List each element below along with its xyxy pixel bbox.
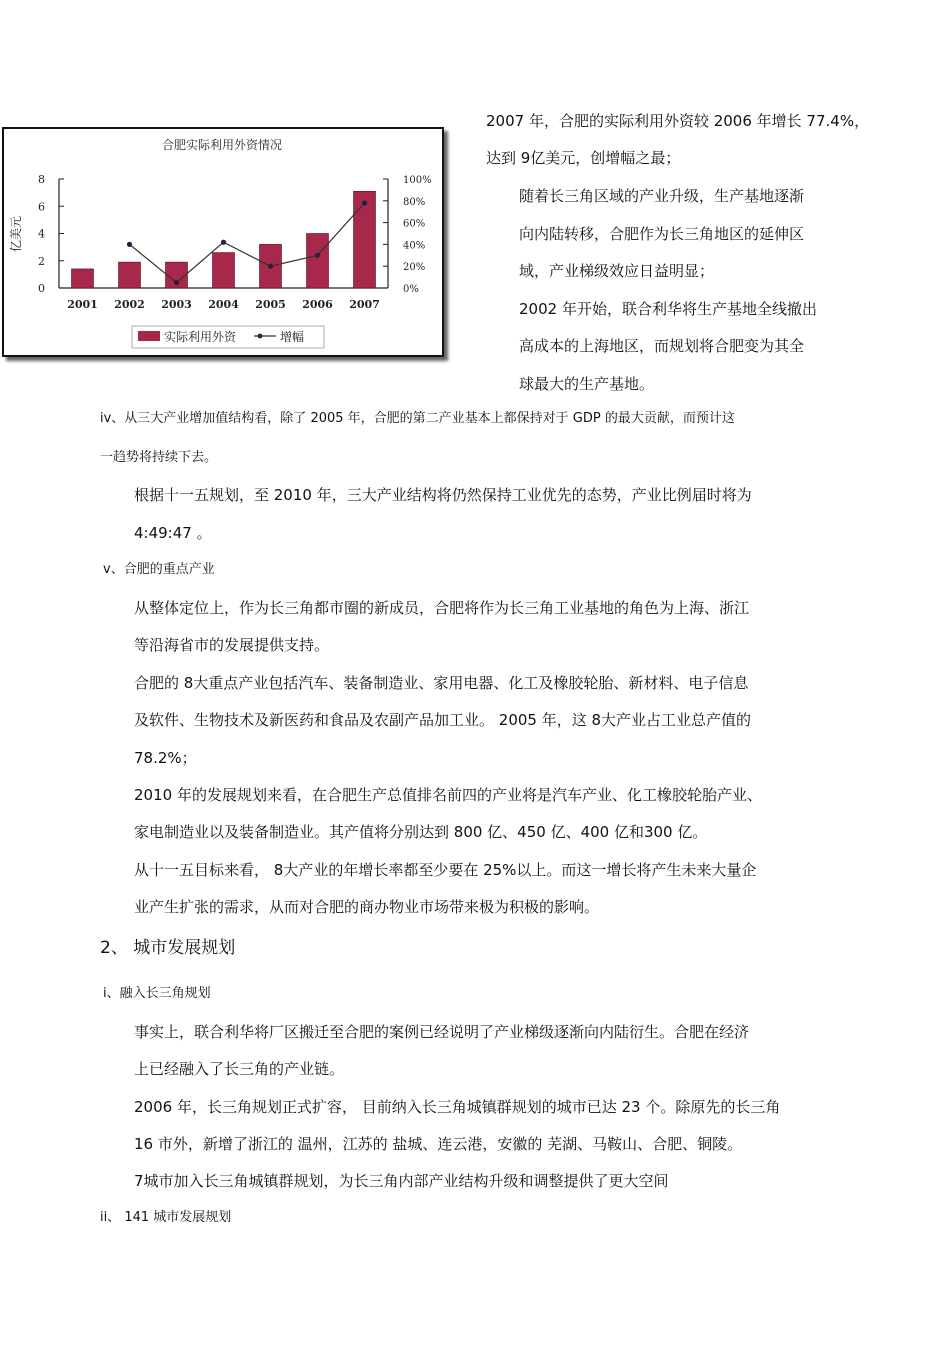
x-tick-label: 2002 [114, 298, 145, 311]
para-1-line-2: 4:49:47 。 [134, 524, 212, 542]
para-6-line-2: 上已经融入了长三角的产业链。 [134, 1060, 345, 1078]
legend-label-line: 增幅 [280, 330, 305, 344]
y-tick-label: 8 [38, 173, 45, 186]
right-line-1: 2007 年，合肥的实际利用外资较 2006 年增长 77.4%， [486, 112, 870, 130]
right-line-3: 随着长三角区域的产业升级，生产基地逐渐 [519, 187, 805, 205]
section-iv-line-1: iv、从三大产业增加值结构看，除了 2005 年，合肥的第二产业基本上都保持对于 GDP 的最大贡献，而预计这 [100, 411, 735, 426]
y2-tick-label: 80% [403, 196, 426, 208]
para-7-line-1: 2006 年，长三角规划正式扩容， 目前纳入长三角城镇群规划的城市已达 23 个。除原先的长三角 [134, 1098, 781, 1116]
chart-title: 合肥实际利用外资情况 [161, 138, 283, 152]
bar [354, 191, 376, 288]
para-4-line-1: 2010 年的发展规划来看，在合肥生产总值排名前四的产业将是汽车产业、化工橡胶轮胎产业、 [134, 786, 762, 804]
y-tick-label: 2 [38, 254, 45, 268]
right-line-6: 2002 年开始，联合利华将生产基地全线撤出 [519, 300, 817, 318]
para-5-line-2: 业产生扩张的需求，从而对合肥的商办物业市场带来极为积极的影响。 [134, 898, 600, 916]
y2-tick-label: 100% [403, 175, 432, 186]
para-5-line-1: 从十一五目标来看， 8大产业的年增长率都至少要在 25%以上。而这一增长将产生未来大量企 [134, 861, 757, 879]
section-v-heading: v、合肥的重点产业 [103, 562, 215, 577]
growth-point [268, 264, 273, 269]
bar [307, 234, 329, 289]
right-line-7: 高成本的上海地区，而规划将合肥变为其全 [519, 337, 805, 355]
growth-point [315, 253, 320, 258]
bar [213, 253, 235, 288]
para-4-line-2: 家电制造业以及装备制造业。其产值将分别达到 800 亿、450 亿、400 亿和300 亿。 [134, 823, 708, 841]
bar [72, 269, 94, 288]
chart-svg [4, 129, 442, 355]
right-line-4: 向内陆转移，合肥作为长三角地区的延伸区 [519, 225, 805, 243]
y-tick-label: 4 [38, 227, 45, 241]
x-tick-label: 2006 [302, 298, 333, 311]
y2-tick-label: 20% [403, 262, 426, 274]
growth-point [174, 280, 179, 285]
right-line-5: 域，产业梯级效应日益明显； [519, 262, 715, 280]
para-3-line-1: 合肥的 8大重点产业包括汽车、装备制造业、家用电器、化工及橡胶轮胎、新材料、电子信息 [134, 674, 749, 692]
legend-swatch-bar [138, 331, 160, 341]
x-tick-label: 2005 [255, 298, 286, 311]
section-ii-heading: ii、 141 城市发展规划 [100, 1210, 232, 1225]
x-tick-label: 2003 [161, 298, 192, 311]
growth-point [127, 242, 132, 247]
y-tick-label: 6 [38, 200, 45, 214]
y2-tick-label: 0% [403, 284, 419, 295]
para-3-line-2: 及软件、生物技术及新医药和食品及农副产品加工业。 2005 年，这 8大产业占工业总产值的 [134, 711, 752, 729]
growth-line [130, 203, 365, 283]
section-iv-line-2: 一趋势将持续下去。 [100, 450, 218, 465]
right-line-8: 球最大的生产基地。 [519, 375, 655, 393]
para-3-line-3: 78.2%； [134, 749, 197, 767]
para-2-line-1: 从整体定位上，作为长三角都市圈的新成员，合肥将作为长三角工业基地的角色为上海、浙江 [134, 599, 750, 617]
growth-point [221, 240, 226, 245]
right-line-2: 达到 9亿美元，创增幅之最； [486, 149, 681, 167]
para-6-line-1: 事实上，联合利华将厂区搬迁至合肥的案例已经说明了产业梯级逐渐向内陆衍生。合肥在经济 [134, 1023, 750, 1041]
para-7-line-3: 7城市加入长三角城镇群规划，为长三角内部产业结构升级和调整提供了更大空间 [134, 1172, 669, 1190]
legend-swatch-point [258, 334, 263, 339]
y2-tick-label: 60% [403, 218, 426, 230]
x-tick-label: 2007 [349, 298, 380, 311]
y-axis-label: 亿美元 [9, 215, 23, 253]
section-i-heading: i、融入长三角规划 [103, 986, 211, 1001]
x-tick-label: 2004 [208, 298, 239, 311]
bar [119, 262, 141, 288]
fdi-chart [2, 127, 444, 357]
legend-label-bar: 实际利用外资 [164, 330, 237, 344]
para-2-line-2: 等沿海省市的发展提供支持。 [134, 636, 330, 654]
y-tick-label: 0 [38, 282, 45, 295]
x-tick-label: 2001 [67, 298, 98, 311]
para-7-line-2: 16 市外，新增了浙江的 温州，江苏的 盐城、连云港，安徽的 芜湖、马鞍山、合肥、铜陵。 [134, 1135, 743, 1153]
growth-point [362, 200, 367, 205]
section-2-heading: 2、 城市发展规划 [100, 938, 236, 958]
para-1-line-1: 根据十一五规划，至 2010 年，三大产业结构将仍然保持工业优先的态势，产业比例届时将为 [134, 486, 752, 504]
y2-tick-label: 40% [403, 240, 426, 252]
